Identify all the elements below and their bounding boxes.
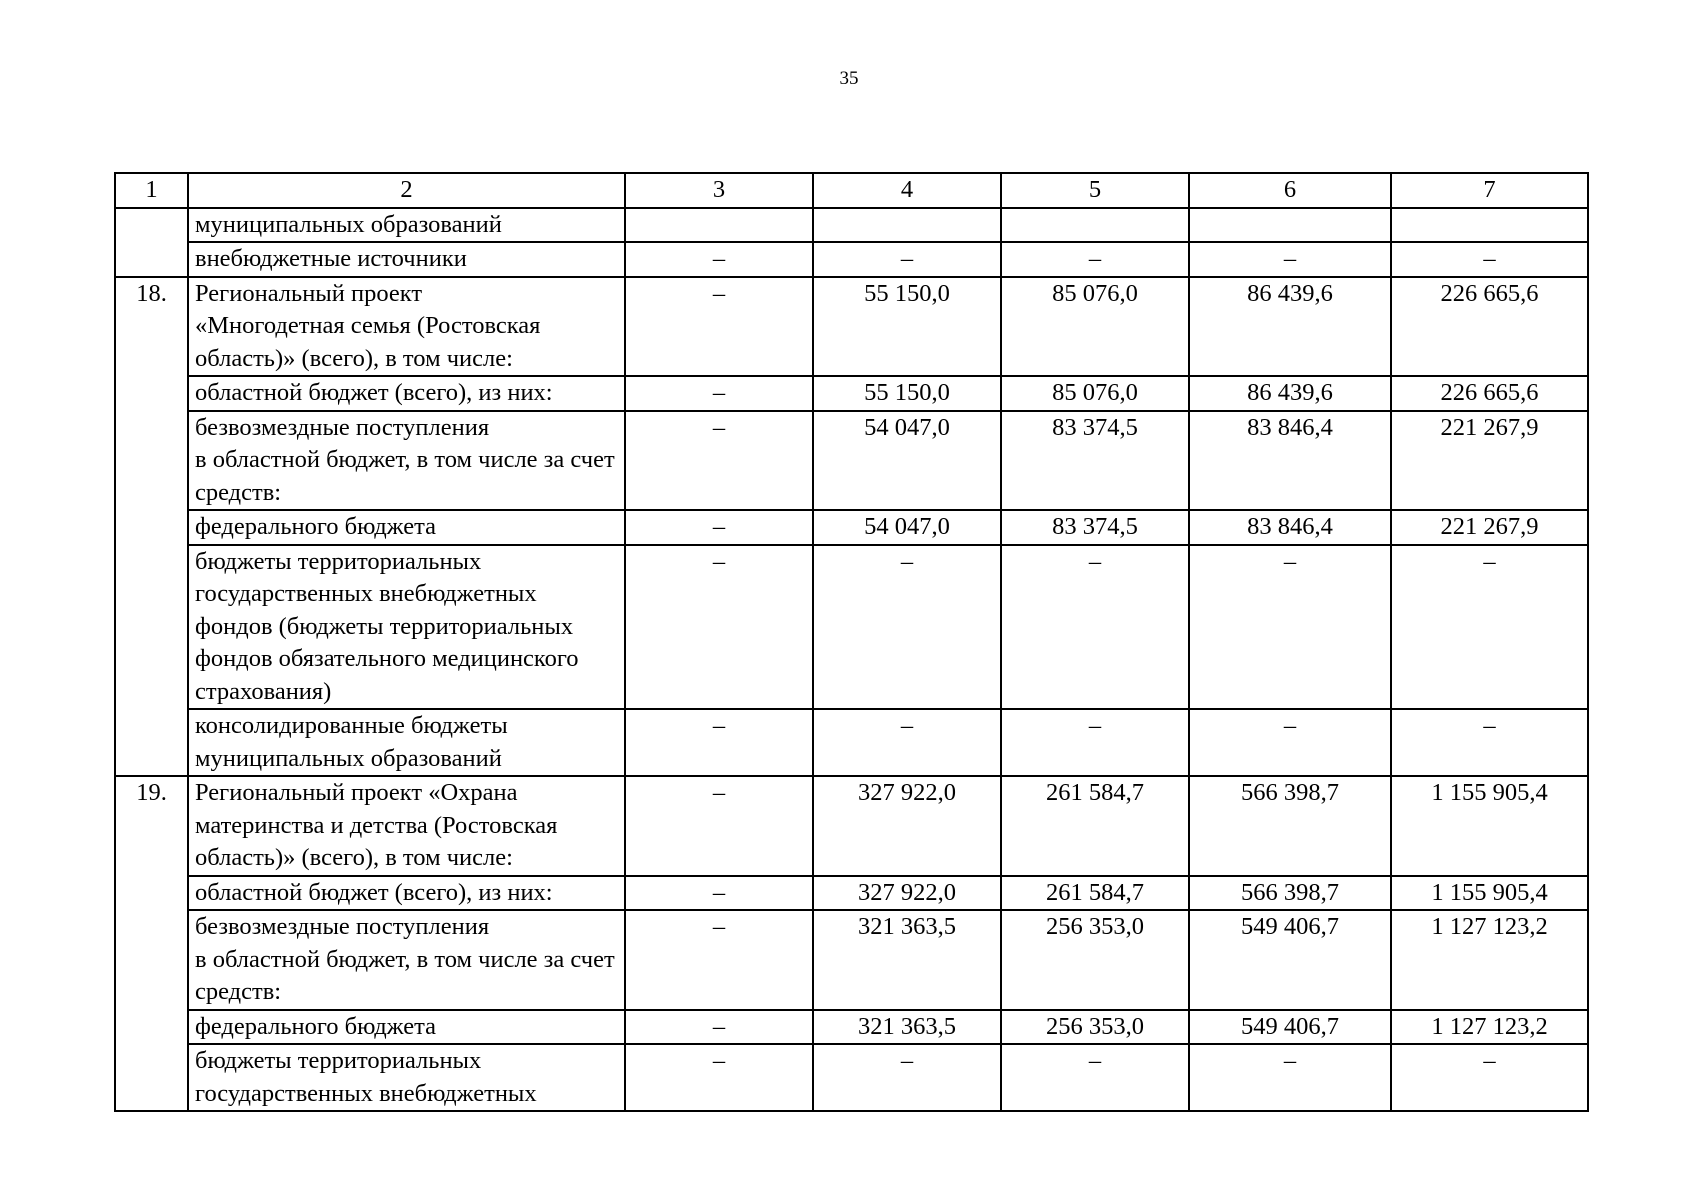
table-row [115, 910, 1588, 1010]
value-cell: – [1189, 545, 1391, 710]
value-cell: – [813, 545, 1001, 710]
value-cell: – [1001, 545, 1189, 710]
value-cell: 55 150,0 [813, 277, 1001, 377]
row-name-cell: консолидированные бюджеты муниципальных образований [188, 709, 625, 776]
value-cell: – [625, 242, 813, 277]
value-cell: 256 353,0 [1001, 1010, 1189, 1045]
value-cell: – [625, 545, 813, 710]
value-cell: – [1001, 242, 1189, 277]
value-cell: 86 439,6 [1189, 376, 1391, 411]
table-row [115, 1010, 1588, 1045]
value-cell: 226 665,6 [1391, 277, 1588, 377]
table-row [115, 876, 1588, 911]
value-cell [1001, 208, 1189, 243]
value-cell: 86 439,6 [1189, 277, 1391, 377]
value-cell: 1 127 123,2 [1391, 1010, 1588, 1045]
row-name-cell: муниципальных образований [188, 208, 625, 243]
value-cell: – [625, 411, 813, 511]
row-name-cell: бюджеты территориальных государственных внебюджетных [188, 1044, 625, 1111]
row-name-cell: областной бюджет (всего), из них: [188, 376, 625, 411]
row-name-cell: бюджеты территориальных государственных внебюджетных фондов (бюджеты территориальных фондов обязательного медицинского страхования) [188, 545, 625, 710]
value-cell: 55 150,0 [813, 376, 1001, 411]
header-cell: 6 [1189, 173, 1391, 208]
value-cell: 566 398,7 [1189, 876, 1391, 911]
value-cell: 549 406,7 [1189, 1010, 1391, 1045]
value-cell: 221 267,9 [1391, 411, 1588, 511]
value-cell: 549 406,7 [1189, 910, 1391, 1010]
value-cell: 321 363,5 [813, 910, 1001, 1010]
header-cell: 3 [625, 173, 813, 208]
row-number-cell [115, 208, 188, 277]
value-cell: – [1391, 242, 1588, 277]
value-cell: 221 267,9 [1391, 510, 1588, 545]
value-cell: 1 155 905,4 [1391, 776, 1588, 876]
value-cell: – [625, 709, 813, 776]
table-row [115, 709, 1588, 776]
value-cell: – [1001, 709, 1189, 776]
value-cell: – [625, 376, 813, 411]
header-cell: 4 [813, 173, 1001, 208]
value-cell: 226 665,6 [1391, 376, 1588, 411]
header-cell: 7 [1391, 173, 1588, 208]
value-cell: 83 374,5 [1001, 411, 1189, 511]
value-cell: 1 127 123,2 [1391, 910, 1588, 1010]
row-name-cell: безвозмездные поступления в областной бюджет, в том числе за счет средств: [188, 910, 625, 1010]
value-cell: – [1189, 242, 1391, 277]
value-cell: 261 584,7 [1001, 776, 1189, 876]
header-cell: 5 [1001, 173, 1189, 208]
table-row [115, 1044, 1588, 1111]
header-cell: 1 [115, 173, 188, 208]
page-number: 35 [839, 68, 859, 89]
table-row [115, 208, 1588, 243]
value-cell: 54 047,0 [813, 411, 1001, 511]
value-cell: – [625, 277, 813, 377]
value-cell: 321 363,5 [813, 1010, 1001, 1045]
value-cell: 327 922,0 [813, 776, 1001, 876]
table-row [115, 776, 1588, 876]
value-cell [1391, 208, 1588, 243]
value-cell: 566 398,7 [1189, 776, 1391, 876]
value-cell: 54 047,0 [813, 510, 1001, 545]
table-row [115, 242, 1588, 277]
value-cell: 83 846,4 [1189, 510, 1391, 545]
row-number-cell: 18. [115, 277, 188, 777]
value-cell: – [1391, 709, 1588, 776]
value-cell: – [1189, 709, 1391, 776]
row-name-cell: Региональный проект «Охрана материнства и детства (Ростовская область)» (всего), в том числе: [188, 776, 625, 876]
value-cell: – [625, 876, 813, 911]
value-cell: – [625, 1044, 813, 1111]
table-row [115, 510, 1588, 545]
table-row [115, 411, 1588, 511]
value-cell: – [813, 1044, 1001, 1111]
value-cell: – [625, 510, 813, 545]
value-cell: 83 374,5 [1001, 510, 1189, 545]
table-row [115, 376, 1588, 411]
value-cell: – [1391, 545, 1588, 710]
row-name-cell: внебюджетные источники [188, 242, 625, 277]
value-cell: 327 922,0 [813, 876, 1001, 911]
value-cell: 256 353,0 [1001, 910, 1189, 1010]
value-cell [625, 208, 813, 243]
row-name-cell: безвозмездные поступления в областной бюджет, в том числе за счет средств: [188, 411, 625, 511]
column-number-header [115, 173, 1588, 208]
value-cell [813, 208, 1001, 243]
value-cell [1189, 208, 1391, 243]
row-number-cell: 19. [115, 776, 188, 1111]
value-cell: – [813, 242, 1001, 277]
value-cell: – [625, 910, 813, 1010]
row-name-cell: Региональный проект «Многодетная семья (Ростовская область)» (всего), в том числе: [188, 277, 625, 377]
value-cell: 85 076,0 [1001, 376, 1189, 411]
row-name-cell: федерального бюджета [188, 510, 625, 545]
value-cell: – [1001, 1044, 1189, 1111]
row-name-cell: федерального бюджета [188, 1010, 625, 1045]
value-cell: 85 076,0 [1001, 277, 1189, 377]
value-cell: 261 584,7 [1001, 876, 1189, 911]
value-cell: 83 846,4 [1189, 411, 1391, 511]
value-cell: – [1391, 1044, 1588, 1111]
header-cell: 2 [188, 173, 625, 208]
value-cell: 1 155 905,4 [1391, 876, 1588, 911]
value-cell: – [813, 709, 1001, 776]
value-cell: – [625, 1010, 813, 1045]
table-row [115, 277, 1588, 377]
value-cell: – [1189, 1044, 1391, 1111]
budget-table [114, 172, 1589, 1112]
row-name-cell: областной бюджет (всего), из них: [188, 876, 625, 911]
value-cell: – [625, 776, 813, 876]
table-row [115, 545, 1588, 710]
